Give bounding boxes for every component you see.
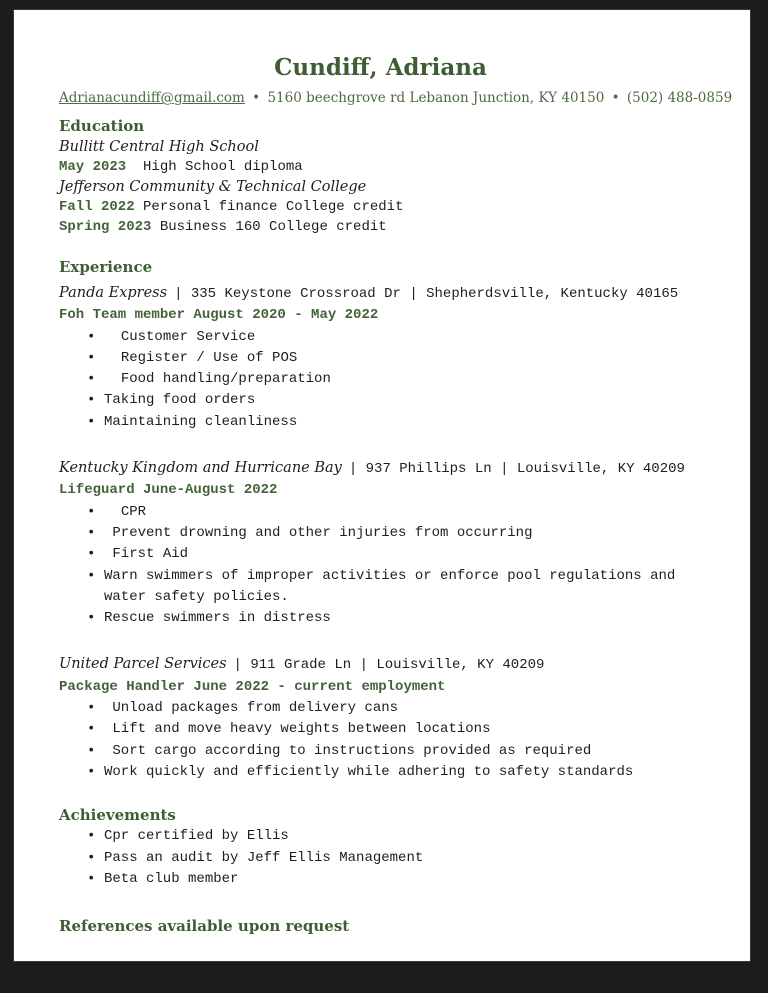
bullet-text: Lift and move heavy weights between locations — [104, 721, 491, 738]
bullet-text: Register / Use of POS — [104, 349, 298, 366]
education-entry-detail: Personal finance College credit — [134, 199, 404, 215]
company-address: | 911 Grade Ln | Louisville, KY 40209 — [233, 657, 545, 674]
bullet-text: First Aid — [104, 546, 189, 563]
company-line — [59, 652, 702, 676]
bullet-icon: • — [87, 828, 96, 845]
education-entry — [59, 217, 702, 237]
education-entry-date: Fall 2022 — [59, 199, 135, 215]
list-item — [59, 741, 702, 762]
bullet-icon: • — [87, 763, 96, 780]
job-title: Package Handler June 2022 - current employment — [59, 678, 446, 695]
list-item — [59, 719, 702, 740]
education-entry — [59, 157, 702, 177]
bullet-icon: • — [87, 371, 96, 388]
list-item — [59, 566, 702, 609]
contact-line — [59, 88, 733, 108]
bullet-text: Taking food orders — [104, 392, 256, 409]
bullet-icon: • — [87, 503, 96, 520]
bullet-icon: • — [87, 610, 96, 627]
bullet-icon: • — [87, 849, 96, 866]
company-line — [59, 281, 702, 305]
list-item — [59, 869, 702, 890]
resume-page — [14, 10, 750, 961]
job-panda-express — [59, 281, 702, 433]
list-item — [59, 412, 702, 433]
education-school-name: Bullitt Central High School — [59, 139, 259, 155]
education-heading: Education — [59, 117, 145, 135]
contact-phone: (502) 488-0859 — [626, 90, 733, 106]
education-entry-date: May 2023 — [59, 159, 127, 175]
contact-separator-dot: • — [252, 90, 261, 106]
achievements-heading: Achievements — [59, 806, 176, 825]
list-item — [59, 608, 702, 629]
company-address: | 937 Phillips Ln | Louisville, KY 40209 — [348, 461, 685, 478]
bullet-icon: • — [87, 524, 96, 541]
bullet-text: Cpr certified by Ellis — [104, 828, 289, 845]
list-item — [59, 762, 702, 783]
education-entry-detail: High School diploma — [126, 159, 303, 175]
list-item — [59, 348, 702, 369]
job-kentucky-kingdom — [59, 456, 702, 629]
contact-separator-dot: • — [611, 90, 620, 106]
bullet-icon: • — [87, 742, 96, 759]
bullet-icon: • — [87, 721, 96, 738]
list-item — [59, 698, 702, 719]
bullet-icon: • — [87, 413, 96, 430]
company-name: Panda Express — [59, 285, 168, 301]
education-school-name: Jefferson Community & Technical College — [59, 179, 367, 195]
education-entry-date: Spring 2023 — [59, 219, 152, 235]
list-item — [59, 390, 702, 411]
bullet-text: Maintaining cleanliness — [104, 413, 298, 430]
company-name: United Parcel Services — [59, 656, 227, 673]
resume-name: Cundiff, Adriana — [274, 54, 487, 81]
job-united-parcel-services — [59, 652, 702, 783]
company-line — [59, 456, 702, 480]
bullet-icon: • — [87, 328, 96, 345]
experience-heading: Experience — [59, 258, 153, 276]
contact-address: 5160 beechgrove rd Lebanon Junction, KY 40150 — [267, 90, 605, 106]
bullet-icon: • — [87, 392, 96, 409]
list-item — [59, 327, 702, 348]
bullet-icon: • — [87, 870, 96, 887]
list-item — [59, 502, 702, 523]
list-item — [59, 826, 702, 847]
bullet-icon: • — [87, 700, 96, 717]
job-title: Lifeguard June-August 2022 — [59, 482, 278, 499]
bullet-text: Customer Service — [104, 328, 256, 345]
email-link[interactable]: Adrianacundiff@gmail.com — [59, 90, 245, 106]
bullet-text: Rescue swimmers in distress — [104, 610, 331, 627]
bullet-icon: • — [87, 349, 96, 366]
job-title: Foh Team member August 2020 - May 2022 — [59, 307, 379, 324]
references-note: References available upon request — [59, 917, 350, 936]
bullet-text: Prevent drowning and other injuries from occurring — [104, 524, 533, 541]
list-item — [59, 523, 702, 544]
education-entry-detail: Business 160 College credit — [151, 219, 387, 235]
company-name: Kentucky Kingdom and Hurricane Bay — [59, 460, 342, 477]
bullet-icon: • — [87, 546, 96, 563]
bullet-text: Sort cargo according to instructions provided as required — [104, 742, 592, 759]
bullet-icon: • — [87, 567, 96, 584]
bullet-text: Food handling/preparation — [104, 371, 331, 388]
list-item — [59, 369, 702, 390]
bullet-text: Unload packages from delivery cans — [104, 700, 399, 717]
list-item — [59, 544, 702, 565]
company-address: | 335 Keystone Crossroad Dr | Shepherdsville, Kentucky 40165 — [174, 286, 679, 302]
bullet-text: Warn swimmers of improper activities or enforce pool regulations and water safety policies. — [104, 567, 684, 605]
bullet-text: Work quickly and efficiently while adhering to safety standards — [104, 763, 634, 780]
bullet-text: Pass an audit by Jeff Ellis Management — [104, 849, 424, 866]
bullet-text: CPR — [104, 503, 147, 520]
list-item — [59, 848, 702, 869]
bullet-text: Beta club member — [104, 870, 239, 887]
education-entry — [59, 197, 702, 217]
